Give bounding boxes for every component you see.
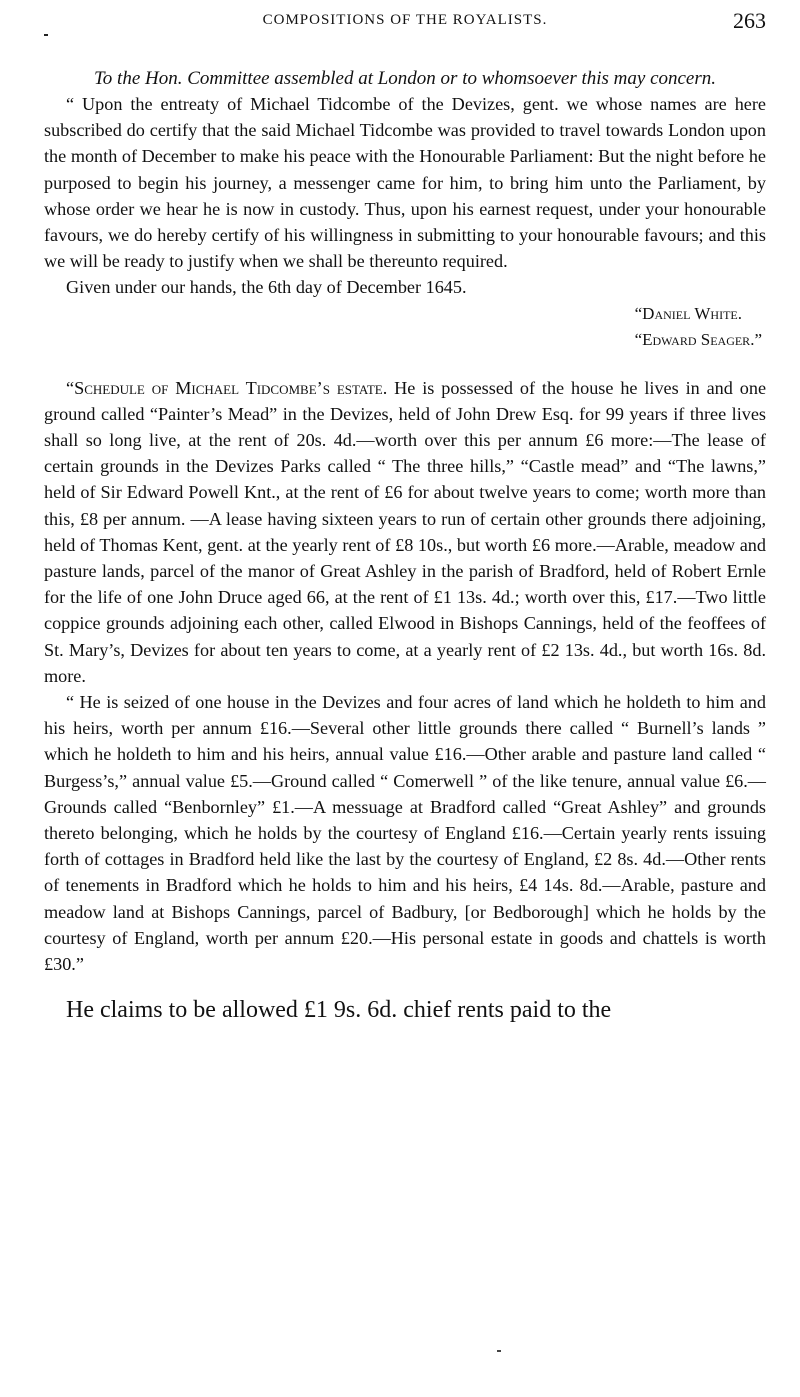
signature: “Daniel White.: [634, 303, 742, 323]
print-mark: [497, 1350, 501, 1352]
running-header: [44, 8, 766, 38]
document-page: [44, 8, 766, 1025]
page-number: 263: [733, 8, 766, 33]
address-line: To the Hon. Committee assembled at London or to whomsoever this may concern.: [93, 68, 717, 89]
schedule-heading: “Schedule of Michael Tidcombe’s estate.: [66, 377, 388, 398]
given-line: Given under our hands, the 6th day of December 1645.: [66, 277, 467, 298]
schedule-paragraph: [44, 375, 766, 689]
schedule-text: He is possessed of the house he lives in and one ground called “Painter’s Mead” in the Devizes, held of John Drew Esq. for 99 years if three lives shall so long live, at the rent of 20s. 4d.—worth over this per annum £6 more:—The lease of certain grounds in the Devizes Parks called “ The three hills,” “Castle mead” and “The lawns,” held of Sir Edward Powell Knt., at the rent of £6 for about twelve years to come; worth more than this, £8 per annum. —A lease having sixteen years to run of certain other grounds there adjoining, held of Thomas Kent, gent. at the yearly rent of £8 10s., but worth £6 more.—Arable, meadow and pasture lands, parcel of the manor of Great Ashley in the parish of Bradford, held of Robert Ernle for the life of one John Druce aged 66, at the rent of £1 13s. 4d.; worth over this, £17.—Two little coppice grounds adjoining each other, called Elwood in Bishops Cannings, held of the feoffees of St. Mary’s, Devizes for about ten years to come, at a yearly rent of £2 13s. 4d., but worth 16s. 8d. more.: [44, 377, 767, 686]
seized-paragraph: “ He is seized of one house in the Devizes and four acres of land which he holdeth to him and his heirs, worth per annum £16.—Several other little grounds there called “ Burnell’s lands ” which he holdeth to him and his heirs, annual value £16.—Other arable and pasture land called “ Burgess’s,” annual value £5.—Ground called “ Comerwell ” of the like tenure, annual value £6.—Grounds called “Benbornley” £1.—A messuage at Bradford called “Great Ashley” and grounds thereto belonging, which he holds by the courtesy of England £16.—Certain yearly rents issuing forth of cottages in Bradford held like the last by the courtesy of England, £2 8s. 4d.—Other rents of tenements in Bradford which he holds to him and his heirs, £4 14s. 8d.—Arable, pasture and meadow land at Bishops Cannings, parcel of Badbury, [or Bedborough] which he holds by the courtesy of England, worth per annum £20.—His personal estate in goods and chattels is worth £30.”: [44, 692, 766, 975]
running-title: COMPOSITIONS OF THE ROYALISTS.: [262, 12, 548, 28]
claim-line: He claims to be allowed £1 9s. 6d. chief rents paid to the: [66, 997, 612, 1024]
petition-paragraph: “ Upon the entreaty of Michael Tidcombe of the Devizes, gent. we whose names are here subscribed do certify that the said Michael Tidcombe was provided to travel towards London upon the month of December to make his peace with the Honourable Parliament: But the night before he purposed to begin his journey, a messenger came for him, to bring him unto the Parliament, by whose order we hear he is now in custody. Thus, upon his earnest request, under your honourable favours, we do hereby certify of his willingness in submitting to your honourable favours; and this we will be ready to justify when we shall be thereunto required.: [44, 94, 766, 272]
signature: “Edward Seager.”: [634, 329, 762, 349]
